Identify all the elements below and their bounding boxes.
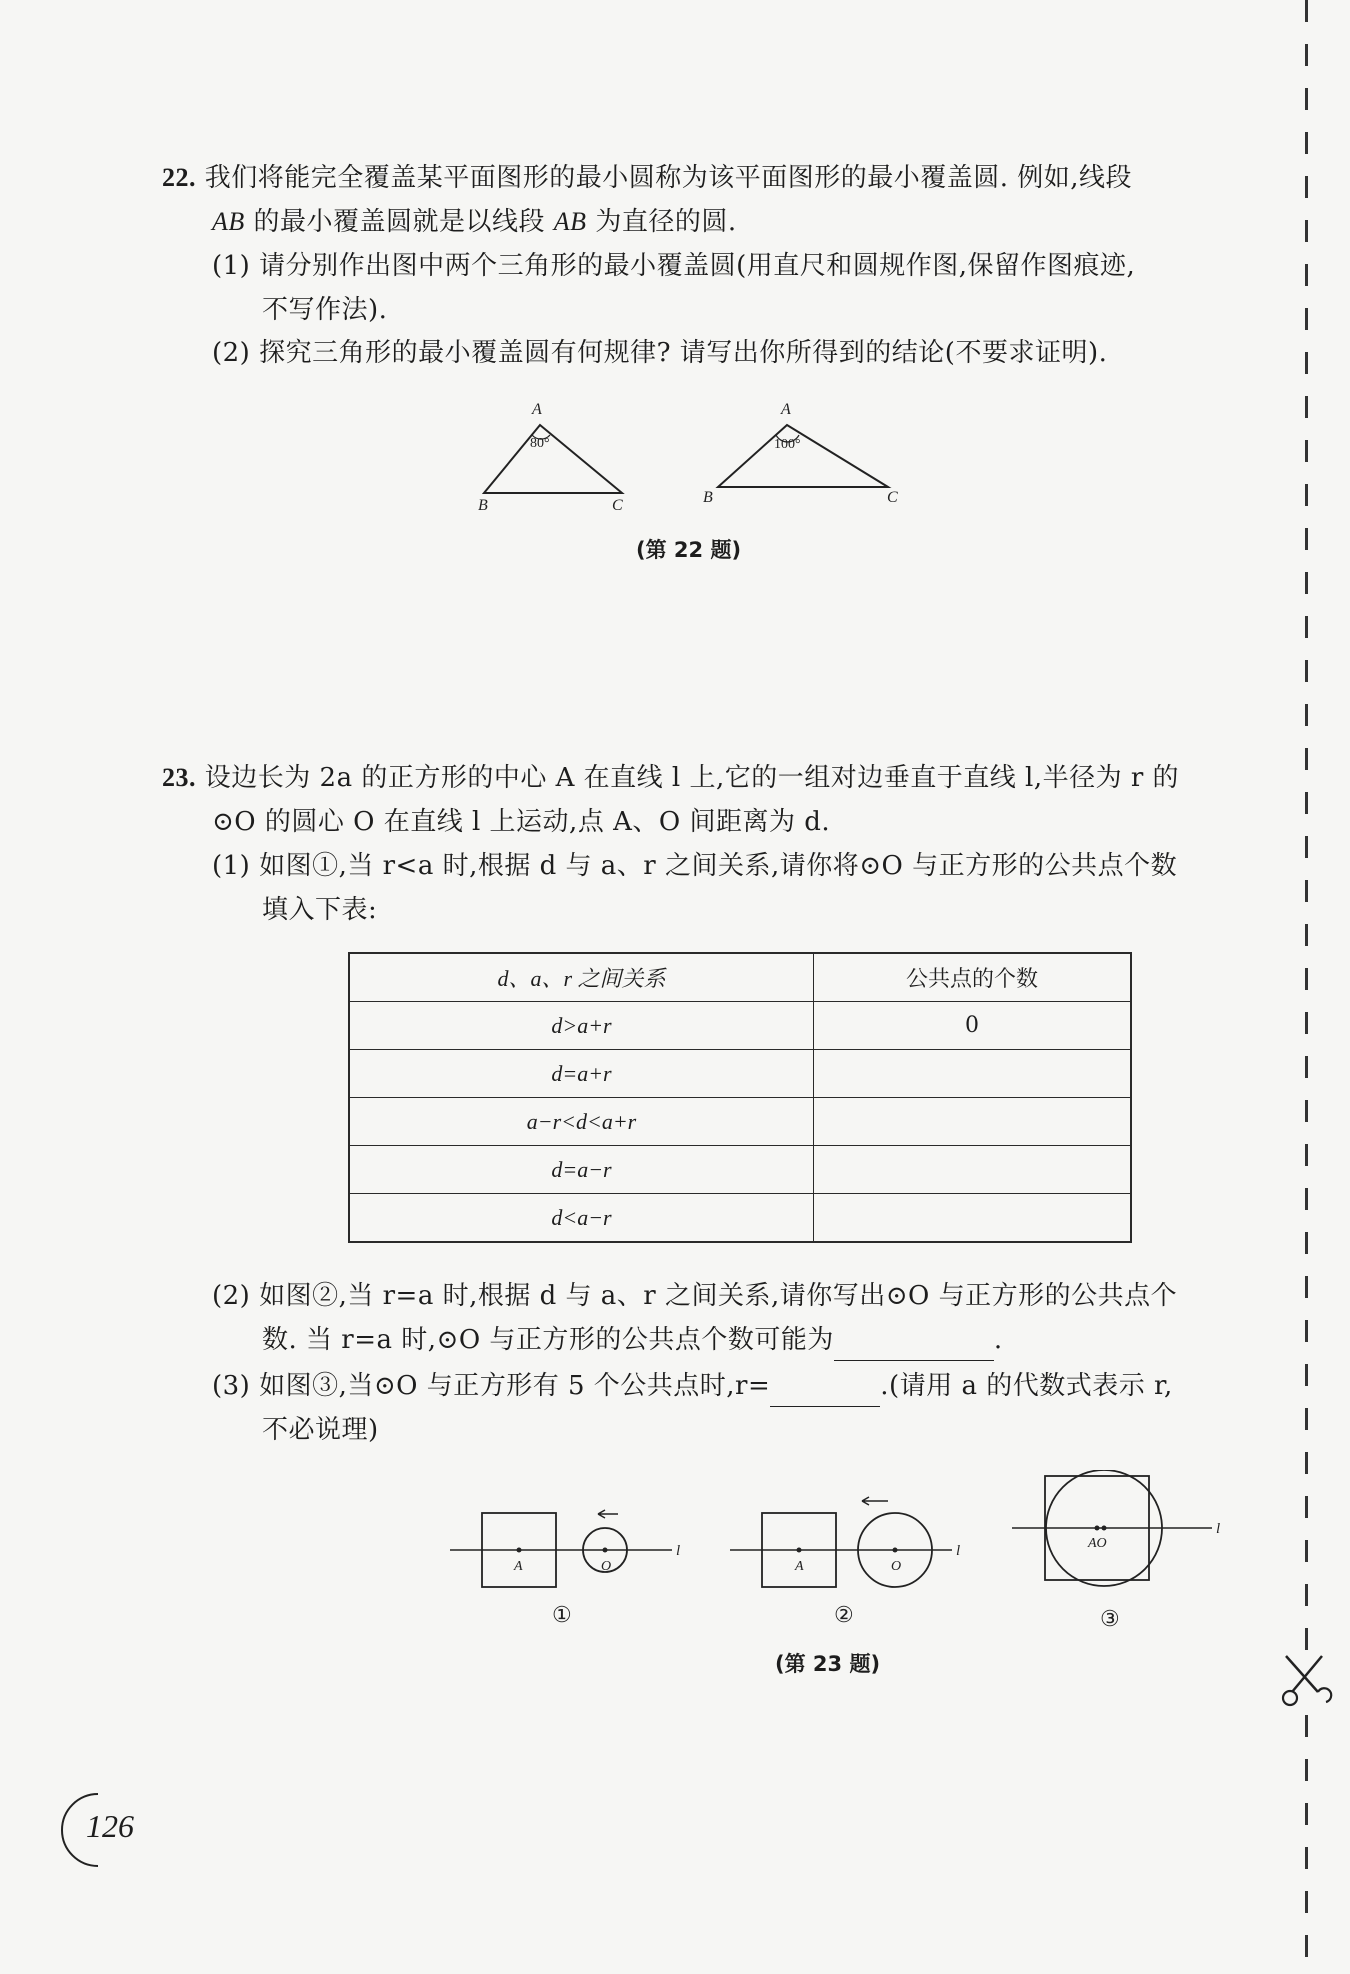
- q22-part1-line1: (1) 请分别作出图中两个三角形的最小覆盖圆(用直尺和圆规作图,保留作图痕迹,: [212, 251, 1136, 281]
- fig1-label-A: A: [514, 1559, 523, 1574]
- table-header-relation: d、a、r 之间关系: [349, 953, 814, 1002]
- q22-number: 22.: [162, 163, 196, 192]
- q22-tri1-angle: 80°: [530, 436, 550, 451]
- fig3-label-l: l: [1216, 1521, 1221, 1537]
- q22-tri1-label-C: C: [612, 497, 623, 514]
- fig2-label-O: O: [891, 1559, 902, 1574]
- fig3-point-A: [1095, 1526, 1100, 1531]
- fig1-label-O: O: [601, 1559, 612, 1574]
- q22-tri2-label-A: A: [781, 401, 791, 418]
- fig1-point-A: [517, 1548, 522, 1553]
- table-row: [349, 1194, 1131, 1243]
- q22-stem-text: 我们将能完全覆盖某平面图形的最小圆称为该平面图形的最小覆盖圆. 例如,线段: [204, 163, 1133, 193]
- q23-stem-line1: [162, 758, 1179, 798]
- q22-figure: [460, 395, 920, 515]
- table-cell-count[interactable]: [814, 1194, 1132, 1243]
- q22-stem-line2: AB 的最小覆盖圆就是以线段 AB 为直径的圆.: [212, 207, 737, 237]
- fig2-arrow-icon: [862, 1497, 888, 1505]
- cut-line-lower: [1305, 1715, 1308, 1974]
- q22-triangle-1: [484, 425, 622, 493]
- table-cell-count[interactable]: 0: [814, 1002, 1132, 1050]
- fig1-label-l: l: [676, 1543, 681, 1559]
- table-cell-count[interactable]: [814, 1050, 1132, 1098]
- q23-stem-text: 设边长为 2a 的正方形的中心 A 在直线 l 上,它的一组对边垂直于直线 l,半径为 r 的: [204, 763, 1180, 793]
- fig2-label-A: A: [795, 1559, 804, 1574]
- table-cell-relation: d>a+r: [349, 1002, 814, 1050]
- answer-blank-3[interactable]: [770, 1366, 880, 1407]
- table-header-count: 公共点的个数: [814, 953, 1132, 1002]
- q23-figure: [440, 1470, 1240, 1650]
- relation-table: [348, 952, 1132, 1243]
- q22-tri2-label-B: B: [703, 489, 713, 506]
- q23-number: 23.: [162, 763, 196, 792]
- q22-tri2-label-C: C: [887, 489, 898, 506]
- table-cell-count[interactable]: [814, 1098, 1132, 1146]
- fig1-number: ①: [552, 1602, 572, 1627]
- table-row: [349, 1098, 1131, 1146]
- fig2-point-O: [893, 1548, 898, 1553]
- fig3-number: ③: [1100, 1606, 1120, 1631]
- q22-tri2-angle: 100°: [774, 437, 801, 452]
- page-number: 126: [86, 1808, 134, 1844]
- table-cell-relation: a−r<d<a+r: [349, 1098, 814, 1146]
- cut-line: [1305, 0, 1308, 1650]
- q22-triangle-2: [718, 425, 888, 487]
- q23-stem-line2: ⊙O 的圆心 O 在直线 l 上运动,点 A、O 间距离为 d.: [212, 807, 831, 837]
- answer-blank-2[interactable]: [834, 1320, 994, 1361]
- table-cell-relation: d<a−r: [349, 1194, 814, 1243]
- q22-tri1-label-B: B: [478, 497, 488, 514]
- fig2-point-A: [797, 1548, 802, 1553]
- fig3-point-O: [1102, 1526, 1107, 1531]
- q23-part2-line1: (2) 如图②,当 r=a 时,根据 d 与 a、r 之间关系,请你写出⊙O 与正方形的公共点个: [212, 1281, 1178, 1311]
- table-row: [349, 1002, 1131, 1050]
- q22-tri1-label-A: A: [532, 401, 542, 418]
- fig1-point-O: [603, 1548, 608, 1553]
- q22-part2: (2) 探究三角形的最小覆盖圆有何规律? 请写出你所得到的结论(不要求证明).: [212, 338, 1108, 368]
- q23-part1-line1: (1) 如图①,当 r<a 时,根据 d 与 a、r 之间关系,请你将⊙O 与正方形的公共点个数: [212, 851, 1178, 881]
- q23-part1-line2: 填入下表:: [262, 895, 378, 925]
- q23-part3-line2: 不必说理): [262, 1415, 379, 1445]
- table-cell-count[interactable]: [814, 1146, 1132, 1194]
- q22-stem-line1: [162, 158, 1132, 198]
- table-cell-relation: d=a+r: [349, 1050, 814, 1098]
- fig3-label-AO: AO: [1088, 1536, 1107, 1551]
- table-cell-relation: d=a−r: [349, 1146, 814, 1194]
- q23-part3-line1: (3) 如图③,当⊙O 与正方形有 5 个公共点时,r= .(请用 a 的代数式表示 r,: [212, 1366, 1173, 1407]
- fig1-arrow-icon: [598, 1510, 618, 1518]
- table-row: [349, 1146, 1131, 1194]
- table-row: [349, 1050, 1131, 1098]
- fig2-number: ②: [834, 1602, 854, 1627]
- q23-caption: (第 23 题): [775, 1652, 881, 1676]
- scissors-icon: [1278, 1650, 1338, 1710]
- q22-part1-line2: 不写作法).: [262, 295, 388, 325]
- table-header-row: [349, 953, 1131, 1002]
- q23-part2-line2: 数. 当 r=a 时,⊙O 与正方形的公共点个数可能为 .: [262, 1320, 1003, 1361]
- fig2-label-l: l: [956, 1543, 961, 1559]
- q22-caption: (第 22 题): [636, 538, 742, 562]
